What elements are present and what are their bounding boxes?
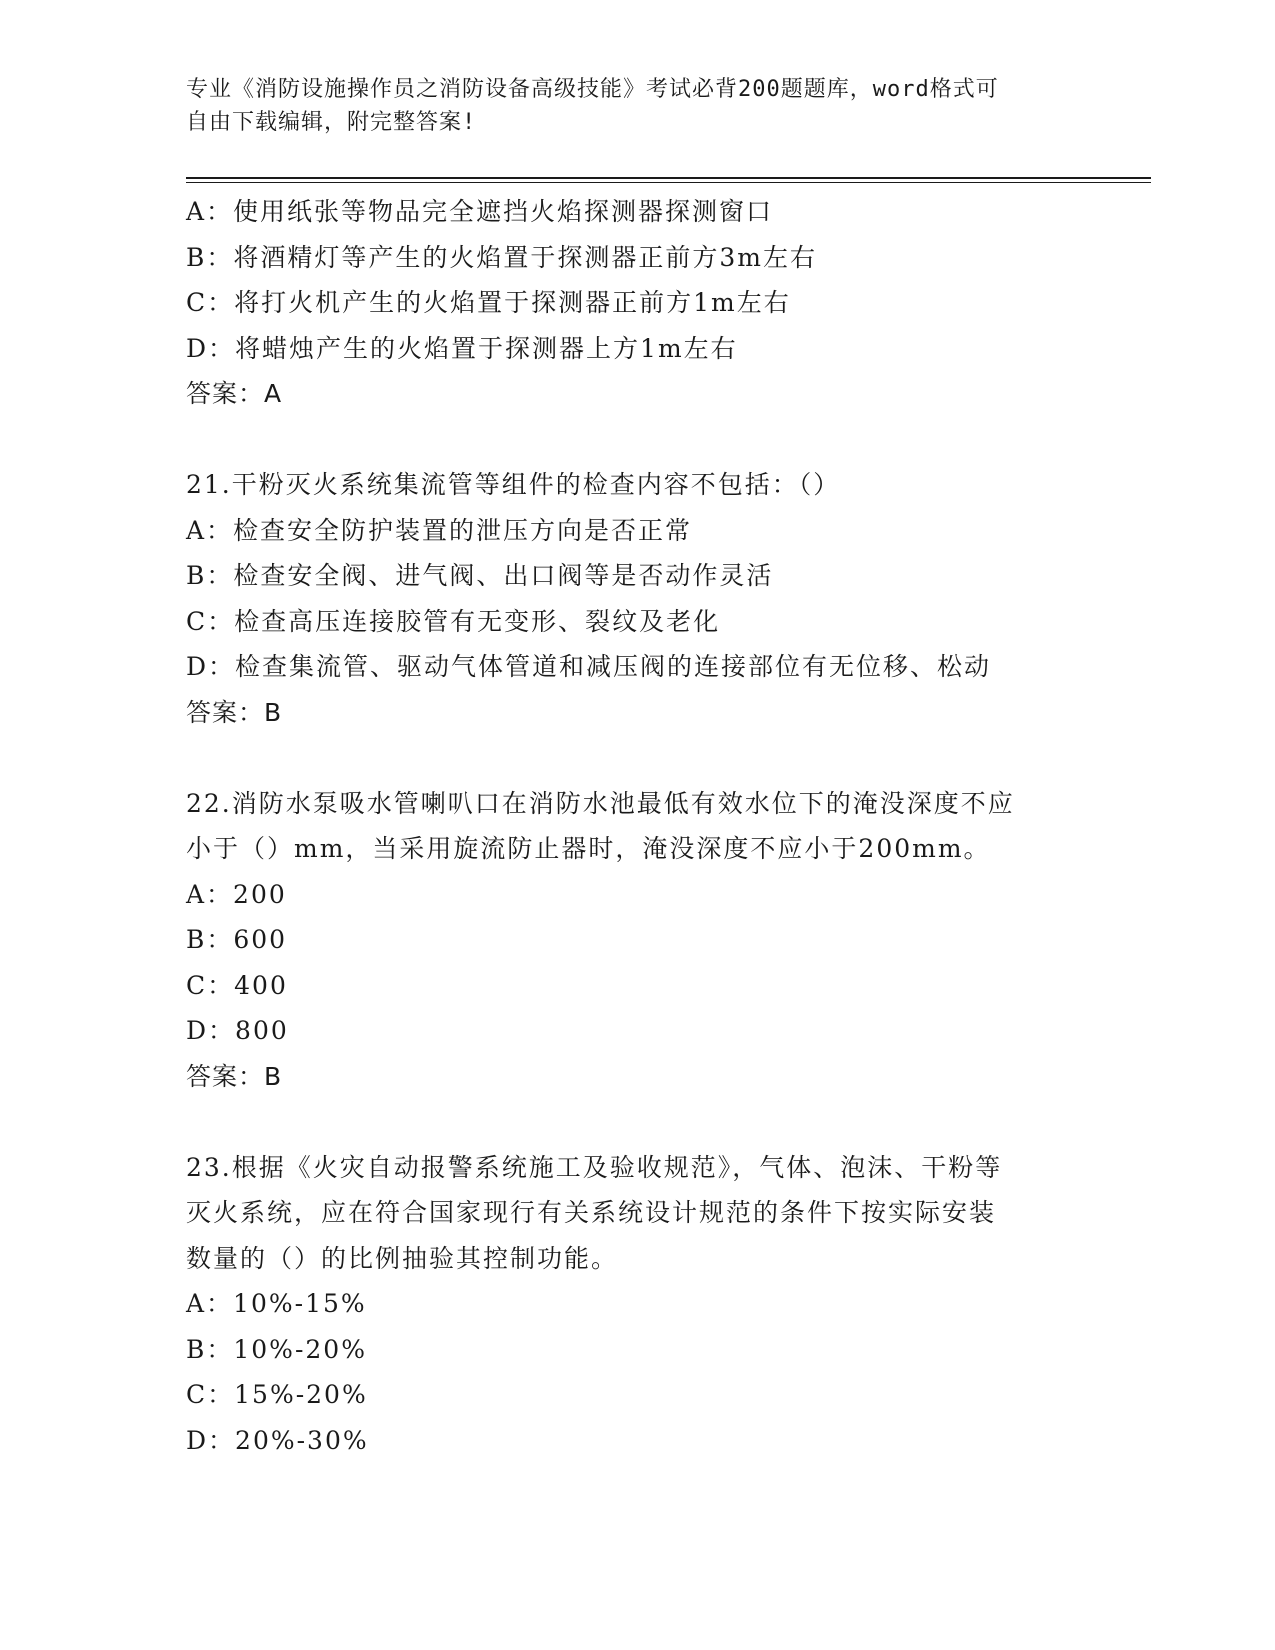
option-b: B：600 — [186, 925, 288, 954]
question-list — [186, 189, 1086, 1463]
spacer — [186, 735, 1086, 781]
option-d: D：20%-30% — [186, 1425, 369, 1455]
spacer — [186, 417, 1086, 463]
option-d: D：将蜡烛产生的火焰置于探测器上方1m左右 — [186, 333, 738, 363]
option-c: C：400 — [186, 970, 288, 1000]
header-line-1: 专业《消防设施操作员之消防设备高级技能》考试必背200题题库，word格式可 — [186, 77, 999, 102]
question-block-22 — [186, 781, 1086, 1100]
option-c: C：15%-20% — [186, 1380, 368, 1409]
option-b: B：将酒精灯等产生的火焰置于探测器正前方3m左右 — [186, 242, 817, 272]
option-b: B：检查安全阀、进气阀、出口阀等是否动作灵活 — [186, 561, 774, 590]
option-a: A：10%-15% — [186, 1289, 367, 1318]
question-block-21 — [186, 462, 1086, 735]
question-block-23 — [186, 1145, 1086, 1464]
option-b: B：10%-20% — [186, 1334, 367, 1364]
option-c: C：将打火机产生的火焰置于探测器正前方1m左右 — [186, 288, 791, 317]
answer-line: 答案：B — [186, 697, 283, 727]
option-c: C：检查高压连接胶管有无变形、裂纹及老化 — [186, 606, 721, 636]
option-a: A：200 — [186, 879, 287, 909]
question-stem: 23.根据《火灾自动报警系统施工及验收规范》，气体、泡沫、干粉等 — [186, 1152, 1003, 1182]
question-stem: 灭火系统，应在符合国家现行有关系统设计规范的条件下按实际安装 — [186, 1198, 997, 1227]
answer-line: 答案：A — [186, 379, 283, 408]
option-a: A：检查安全防护装置的泄压方向是否正常 — [186, 515, 693, 545]
question-block-prev — [186, 189, 1086, 417]
header-line-2: 自由下载编辑，附完整答案! — [186, 110, 477, 135]
question-stem: 21.干粉灭火系统集流管等组件的检查内容不包括：（） — [186, 470, 841, 499]
spacer — [186, 1099, 1086, 1145]
option-d: D：检查集流管、驱动气体管道和减压阀的连接部位有无位移、松动 — [186, 652, 992, 681]
answer-line: 答案：B — [186, 1061, 283, 1091]
header-divider-thick — [186, 177, 1151, 179]
option-d: D：800 — [186, 1016, 289, 1045]
option-a: A：使用纸张等物品完全遮挡火焰探测器探测窗口 — [186, 197, 774, 226]
header-divider-thin — [186, 182, 1151, 183]
question-stem: 小于（）mm，当采用旋流防止器时，淹没深度不应小于200mm。 — [186, 834, 991, 863]
question-stem: 数量的（）的比例抽验其控制功能。 — [186, 1243, 619, 1273]
question-stem: 22.消防水泵吸水管喇叭口在消防水池最低有效水位下的淹没深度不应 — [186, 788, 1015, 818]
document-header — [186, 73, 1086, 139]
